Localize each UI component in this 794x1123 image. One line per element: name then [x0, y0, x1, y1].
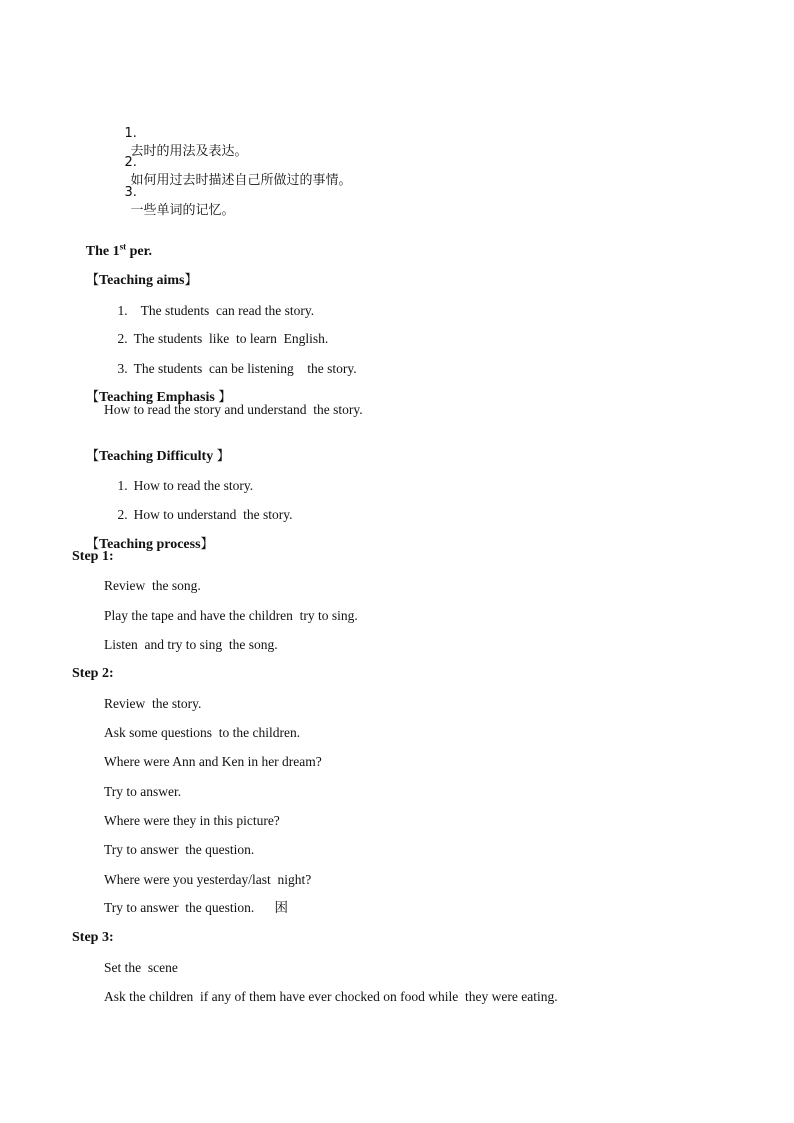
step-line: Play the tape and have the children try to sing. [104, 608, 358, 623]
list-number: 3. [117, 361, 128, 376]
bracket-open: 【 [86, 273, 100, 288]
bracket-close: 】 [200, 537, 214, 552]
step-line: Where were you yesterday/last night? [104, 872, 312, 887]
section-title: Teaching process [99, 537, 201, 552]
step-line: Review the song. [104, 578, 201, 593]
period-pre: The 1 [85, 244, 120, 259]
step-line: Ask the children if any of them have ever chocked on food while they were eating. [104, 989, 558, 1004]
list-number: 1. [117, 303, 128, 318]
list-text: 如何用过去时描述自己所做过的事情。 [130, 173, 352, 188]
list-text: The students can be listening the story. [133, 361, 357, 376]
list-number: 2. [117, 507, 128, 522]
step-heading: Step 2: [72, 666, 114, 681]
step-line: Try to answer the question. [104, 842, 255, 857]
period-superscript: st [119, 241, 127, 252]
list-number: 2. [117, 331, 128, 346]
list-text: The students like to learn English. [133, 331, 329, 346]
bracket-open: 【 [86, 537, 100, 552]
step-line: Where were they in this picture? [104, 813, 280, 828]
step-line: Where were Ann and Ken in her dream? [104, 754, 322, 769]
step-line: Try to answer. [104, 784, 182, 799]
period-post: per. [126, 244, 153, 259]
step-line: Ask some questions to the children. [104, 725, 301, 740]
step-line: Listen and try to sing the song. [104, 637, 278, 652]
section-title: Teaching Emphasis [99, 390, 219, 405]
section-title: Teaching Difficulty [99, 449, 217, 464]
list-number: 1. [117, 478, 128, 493]
step-line: Set the scene [104, 960, 178, 975]
step-line: Review the story. [104, 696, 202, 711]
bracket-close: 】 [218, 390, 232, 405]
list-text: The students can read the story. [140, 303, 315, 318]
bracket-open: 【 [86, 390, 100, 405]
step-heading: Step 3: [72, 930, 114, 945]
list-text: 一些单词的记忆。 [130, 203, 235, 218]
bracket-close: 】 [216, 449, 230, 464]
list-number: 1. [124, 126, 137, 141]
list-text: How to understand the story. [133, 507, 293, 522]
section-title: Teaching aims [99, 273, 185, 288]
list-text: How to read the story. [133, 478, 254, 493]
emphasis-text: How to read the story and understand the story. [104, 402, 363, 417]
bracket-close: 】 [184, 273, 198, 288]
list-number: 3. [124, 185, 137, 200]
step-heading: Step 1: [72, 549, 114, 564]
list-number: 2. [124, 155, 137, 170]
list-text: 去时的用法及表达。 [130, 144, 248, 159]
bracket-open: 【 [86, 449, 100, 464]
step-line: Try to answer the question. 困 [104, 900, 288, 915]
